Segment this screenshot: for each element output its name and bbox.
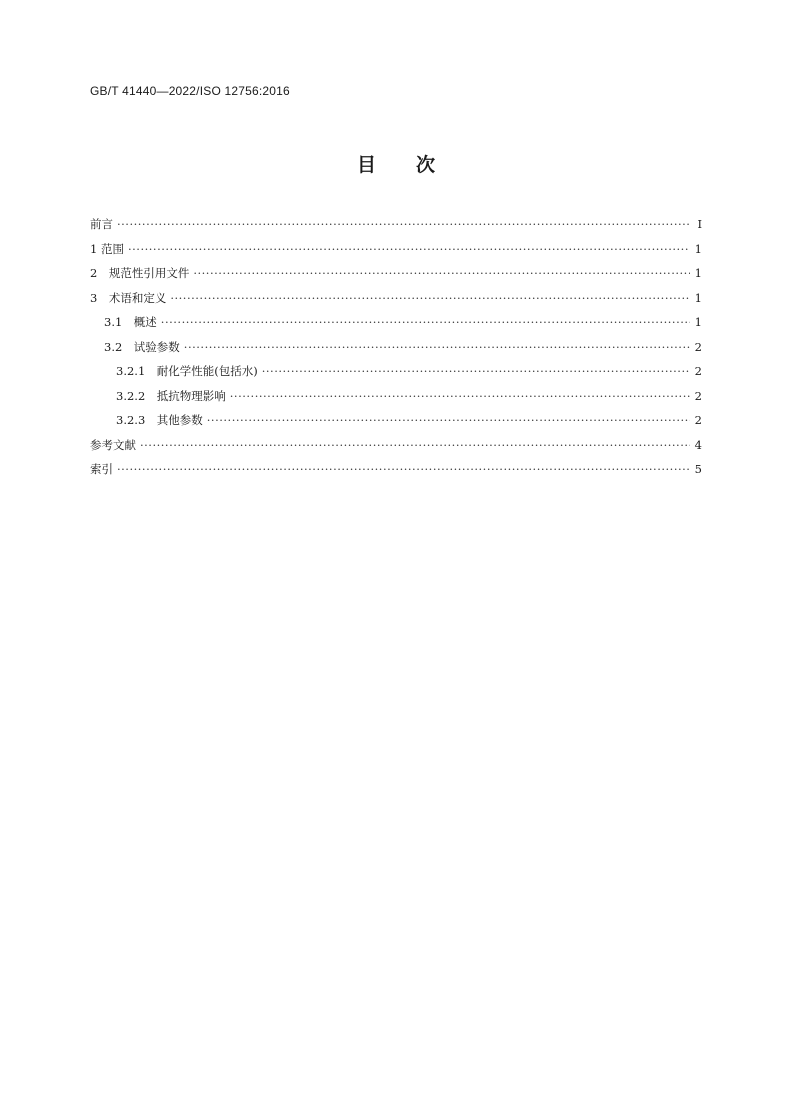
toc-entry-label: 3.2.1 耐化学性能(包括水) bbox=[116, 364, 258, 378]
toc-entry-other-parameters[interactable] bbox=[90, 412, 702, 437]
toc-page-number: 1 bbox=[694, 241, 702, 256]
toc-entry-bibliography[interactable] bbox=[90, 437, 702, 462]
toc-page-number: 1 bbox=[694, 290, 702, 305]
toc-entry-label: 2 规范性引用文件 bbox=[90, 266, 190, 280]
toc-entry-label: 3.2 试验参数 bbox=[104, 339, 180, 354]
toc-entry-label: 3.1 概述 bbox=[104, 315, 157, 329]
toc-leader-dots bbox=[117, 462, 690, 476]
toc-entry-label: 1 范围 bbox=[90, 241, 124, 256]
toc-leader-dots bbox=[230, 389, 690, 403]
toc-entry-index[interactable] bbox=[90, 461, 702, 486]
toc-entry-foreword[interactable] bbox=[90, 216, 702, 241]
toc-page-number: 2 bbox=[694, 388, 702, 403]
toc-leader-dots bbox=[262, 364, 690, 378]
toc-page-number: 5 bbox=[694, 462, 702, 476]
toc-page-number: 1 bbox=[694, 315, 702, 329]
toc-entry-terms-definitions[interactable] bbox=[90, 290, 702, 315]
toc-entry-chemical-resistance[interactable] bbox=[90, 363, 702, 388]
toc-leader-dots bbox=[170, 291, 690, 305]
toc-leader-dots bbox=[193, 266, 690, 280]
toc-entry-physical-resistance[interactable] bbox=[90, 388, 702, 413]
toc-entry-test-parameters[interactable] bbox=[90, 339, 702, 364]
toc-entry-normative-references[interactable] bbox=[90, 265, 702, 290]
toc-entry-label: 参考文献 bbox=[90, 437, 136, 452]
standard-code-header: GB/T 41440—2022/ISO 12756:2016 bbox=[90, 84, 290, 98]
toc-entry-label: 3.2.2 抵抗物理影响 bbox=[116, 388, 226, 403]
table-of-contents bbox=[90, 216, 702, 486]
toc-leader-dots bbox=[117, 217, 690, 231]
toc-entry-label: 3.2.3 其他参数 bbox=[116, 413, 203, 427]
toc-entry-scope[interactable] bbox=[90, 241, 702, 266]
toc-leader-dots bbox=[161, 315, 690, 329]
toc-page-number: 2 bbox=[694, 339, 702, 354]
toc-page-number: 4 bbox=[694, 437, 702, 452]
toc-page-number: I bbox=[697, 217, 702, 231]
toc-page-number: 1 bbox=[694, 266, 702, 280]
toc-leader-dots bbox=[140, 438, 690, 452]
toc-leader-dots bbox=[128, 242, 690, 256]
page-title: 目次 bbox=[356, 154, 475, 176]
toc-leader-dots bbox=[184, 340, 690, 354]
toc-leader-dots bbox=[207, 413, 690, 427]
toc-entry-overview[interactable] bbox=[90, 314, 702, 339]
toc-page-number: 2 bbox=[694, 364, 702, 378]
toc-entry-label: 3 术语和定义 bbox=[90, 290, 167, 305]
toc-entry-label: 索引 bbox=[90, 462, 113, 476]
toc-entry-label: 前言 bbox=[90, 217, 113, 231]
toc-page-number: 2 bbox=[694, 413, 702, 427]
